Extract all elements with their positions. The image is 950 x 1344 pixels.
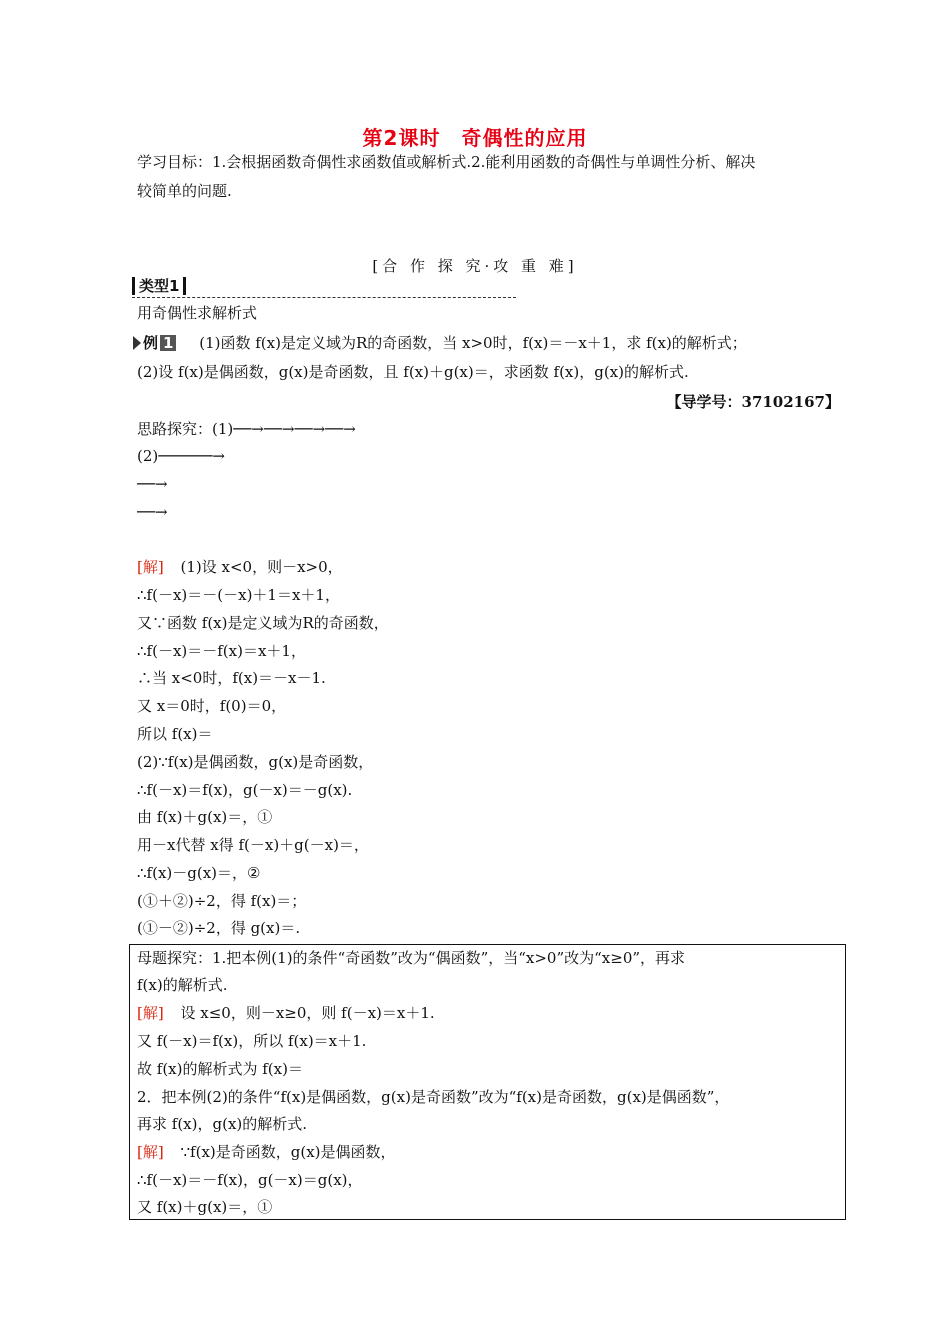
solution-line-7: (2)∵f(x)是偶函数，g(x)是奇函数， [137,753,374,771]
type-title: 用奇偶性求解析式 [137,304,258,322]
box-q1-line-2: f(x)的解析式. [137,976,228,994]
example-badge [133,333,176,353]
thinking-line-3: ──→ [137,475,168,493]
solution-line-2: 又∵函数 f(x)是定义域为R的奇函数， [137,614,389,632]
box-a2-line-2: ∴f(－x)＝－f(x)，g(－x)＝g(x)， [137,1171,363,1189]
box-solution-tag-2: [解] [137,1143,164,1161]
solution-line-9: 由 f(x)＋g(x)＝，① [137,808,273,826]
thinking-line-4: ──→ [137,503,168,521]
solution-line-13: (①－②)÷2，得 g(x)＝. [137,919,301,937]
solution-line-3: ∴f(－x)＝－f(x)＝x＋1， [137,642,306,660]
solution-line-10: 用－x代替 x得 f(－x)＋g(－x)＝， [137,836,369,854]
box-a2-line-1 [137,1142,396,1162]
dashed-divider [132,297,516,298]
box-a1-line-1 [137,1003,435,1023]
solution-line-6: 所以 f(x)＝ [137,725,213,743]
solution-line-5: 又 x＝0时，f(0)＝0， [137,697,287,715]
type-tag: 类型1 [132,277,186,295]
objective-line-1: 学习目标：1.会根据函数奇偶性求函数值或解析式.2.能利用函数的奇偶性与单调性分析、解决 [137,153,756,171]
solution-line-12: (①＋②)÷2，得 f(x)＝； [137,892,307,910]
example-number: 1 [160,335,176,351]
box-a1-line-3: 故 f(x)的解析式为 f(x)＝ [137,1060,303,1078]
example-line-2: (2)设 f(x)是偶函数，g(x)是奇函数，且 f(x)＋g(x)＝，求函数 f(x)，g(x)的解析式. [137,363,689,381]
solution-line-8: ∴f(－x)＝f(x)，g(－x)＝－g(x). [137,781,353,799]
guide-number: 【导学号：37102167】 [666,393,840,411]
example-line-1 [133,333,747,353]
page-title: 第2课时 奇偶性的应用 [362,126,588,150]
objective-line-2: 较简单的问题. [137,182,232,200]
solution-tag: [解] [137,558,164,576]
solution-line-4: ∴当 x<0时，f(x)＝－x－1. [137,669,326,687]
section-header: [合 作 探 究·攻 重 难] [372,257,578,275]
thinking-line-1: 思路探究：(1)──→──→──→──→ [137,420,356,438]
box-solution-tag-1: [解] [137,1004,164,1022]
box-a2-line-3: 又 f(x)＋g(x)＝，① [137,1198,273,1216]
example-text-1: (1)函数 f(x)是定义域为R的奇函数，当 x>0时，f(x)＝－x＋1，求 f(x)的解析式； [199,334,747,352]
solution-line-11: ∴f(x)－g(x)＝，② [137,864,261,882]
solution-text: (1)设 x<0，则－x>0， [180,558,343,576]
box-q1-line-1: 母题探究：1.把本例(1)的条件“奇函数”改为“偶函数”，当“x>0”改为“x≥0”，再求 [137,949,686,967]
box-a2-text-1: ∵f(x)是奇函数，g(x)是偶函数， [180,1143,396,1161]
box-q2-line-2: 再求 f(x)，g(x)的解析式. [137,1115,308,1133]
example-badge-label: 例 [143,334,159,352]
thinking-line-2: (2)──────→ [137,447,226,465]
box-a1-line-2: 又 f(－x)＝f(x)，所以 f(x)＝x＋1. [137,1032,367,1050]
box-q2-line-1: 2．把本例(2)的条件“f(x)是偶函数，g(x)是奇函数”改为“f(x)是奇函数，g(x)是偶函数”， [137,1088,730,1106]
box-a1-text-1: 设 x≤0，则－x≥0，则 f(－x)＝x＋1. [180,1004,435,1022]
solution-line-0 [137,557,343,577]
solution-line-1: ∴f(－x)＝－(－x)＋1＝x＋1， [137,586,340,604]
